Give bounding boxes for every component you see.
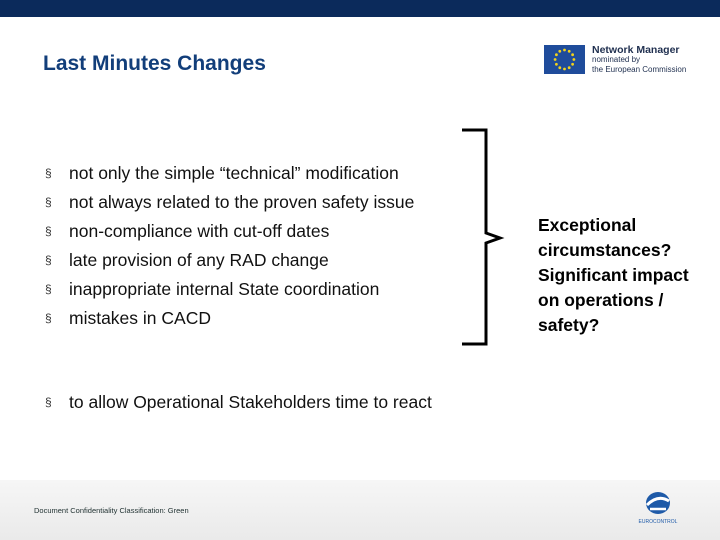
eurocontrol-logo <box>638 490 678 526</box>
eu-flag-icon <box>544 45 585 74</box>
bullet-icon: § <box>45 311 52 325</box>
bullet-icon: § <box>45 253 52 267</box>
bullet-text: mistakes in CACD <box>69 308 211 328</box>
logo-text <box>592 45 686 75</box>
bullet-text: inappropriate internal State coordination <box>69 279 380 299</box>
bullet-icon: § <box>45 282 52 296</box>
logo-line-network-manager: Network Manager <box>592 44 680 56</box>
final-bullet-item <box>45 388 432 417</box>
bullet-icon: § <box>45 395 52 409</box>
logo-line-nominated: nominated by <box>592 55 641 64</box>
slide-title: Last Minutes Changes <box>43 52 266 75</box>
list-item <box>45 246 414 275</box>
list-item <box>45 304 414 333</box>
bullet-text: not only the simple “technical” modification <box>69 163 399 183</box>
callout-line: Significant impact <box>538 265 689 285</box>
callout-line: circumstances? <box>538 240 672 260</box>
list-item <box>45 275 414 304</box>
callout-line: safety? <box>538 315 600 335</box>
callout-line: Exceptional <box>538 215 637 235</box>
bullet-text: non-compliance with cut-off dates <box>69 221 330 241</box>
bullet-text: late provision of any RAD change <box>69 250 329 270</box>
network-manager-logo <box>544 45 694 75</box>
logo-line-commission: the European Commission <box>592 65 687 74</box>
bullet-icon: § <box>45 195 52 209</box>
list-item <box>45 217 414 246</box>
confidentiality-label: Document Confidentiality Classification: Green <box>34 506 189 515</box>
bullet-text: to allow Operational Stakeholders time to react <box>69 392 432 412</box>
top-banner <box>0 0 720 17</box>
list-item <box>45 159 414 188</box>
bullet-text: not always related to the proven safety issue <box>69 192 415 212</box>
bullet-icon: § <box>45 166 52 180</box>
callout-line: on operations / <box>538 290 664 310</box>
callout-box <box>538 213 718 338</box>
right-brace-icon <box>460 128 540 348</box>
bullet-icon: § <box>45 224 52 238</box>
eurocontrol-caption: EUROCONTROL <box>638 519 678 525</box>
bullet-list <box>45 159 414 333</box>
list-item <box>45 188 414 217</box>
